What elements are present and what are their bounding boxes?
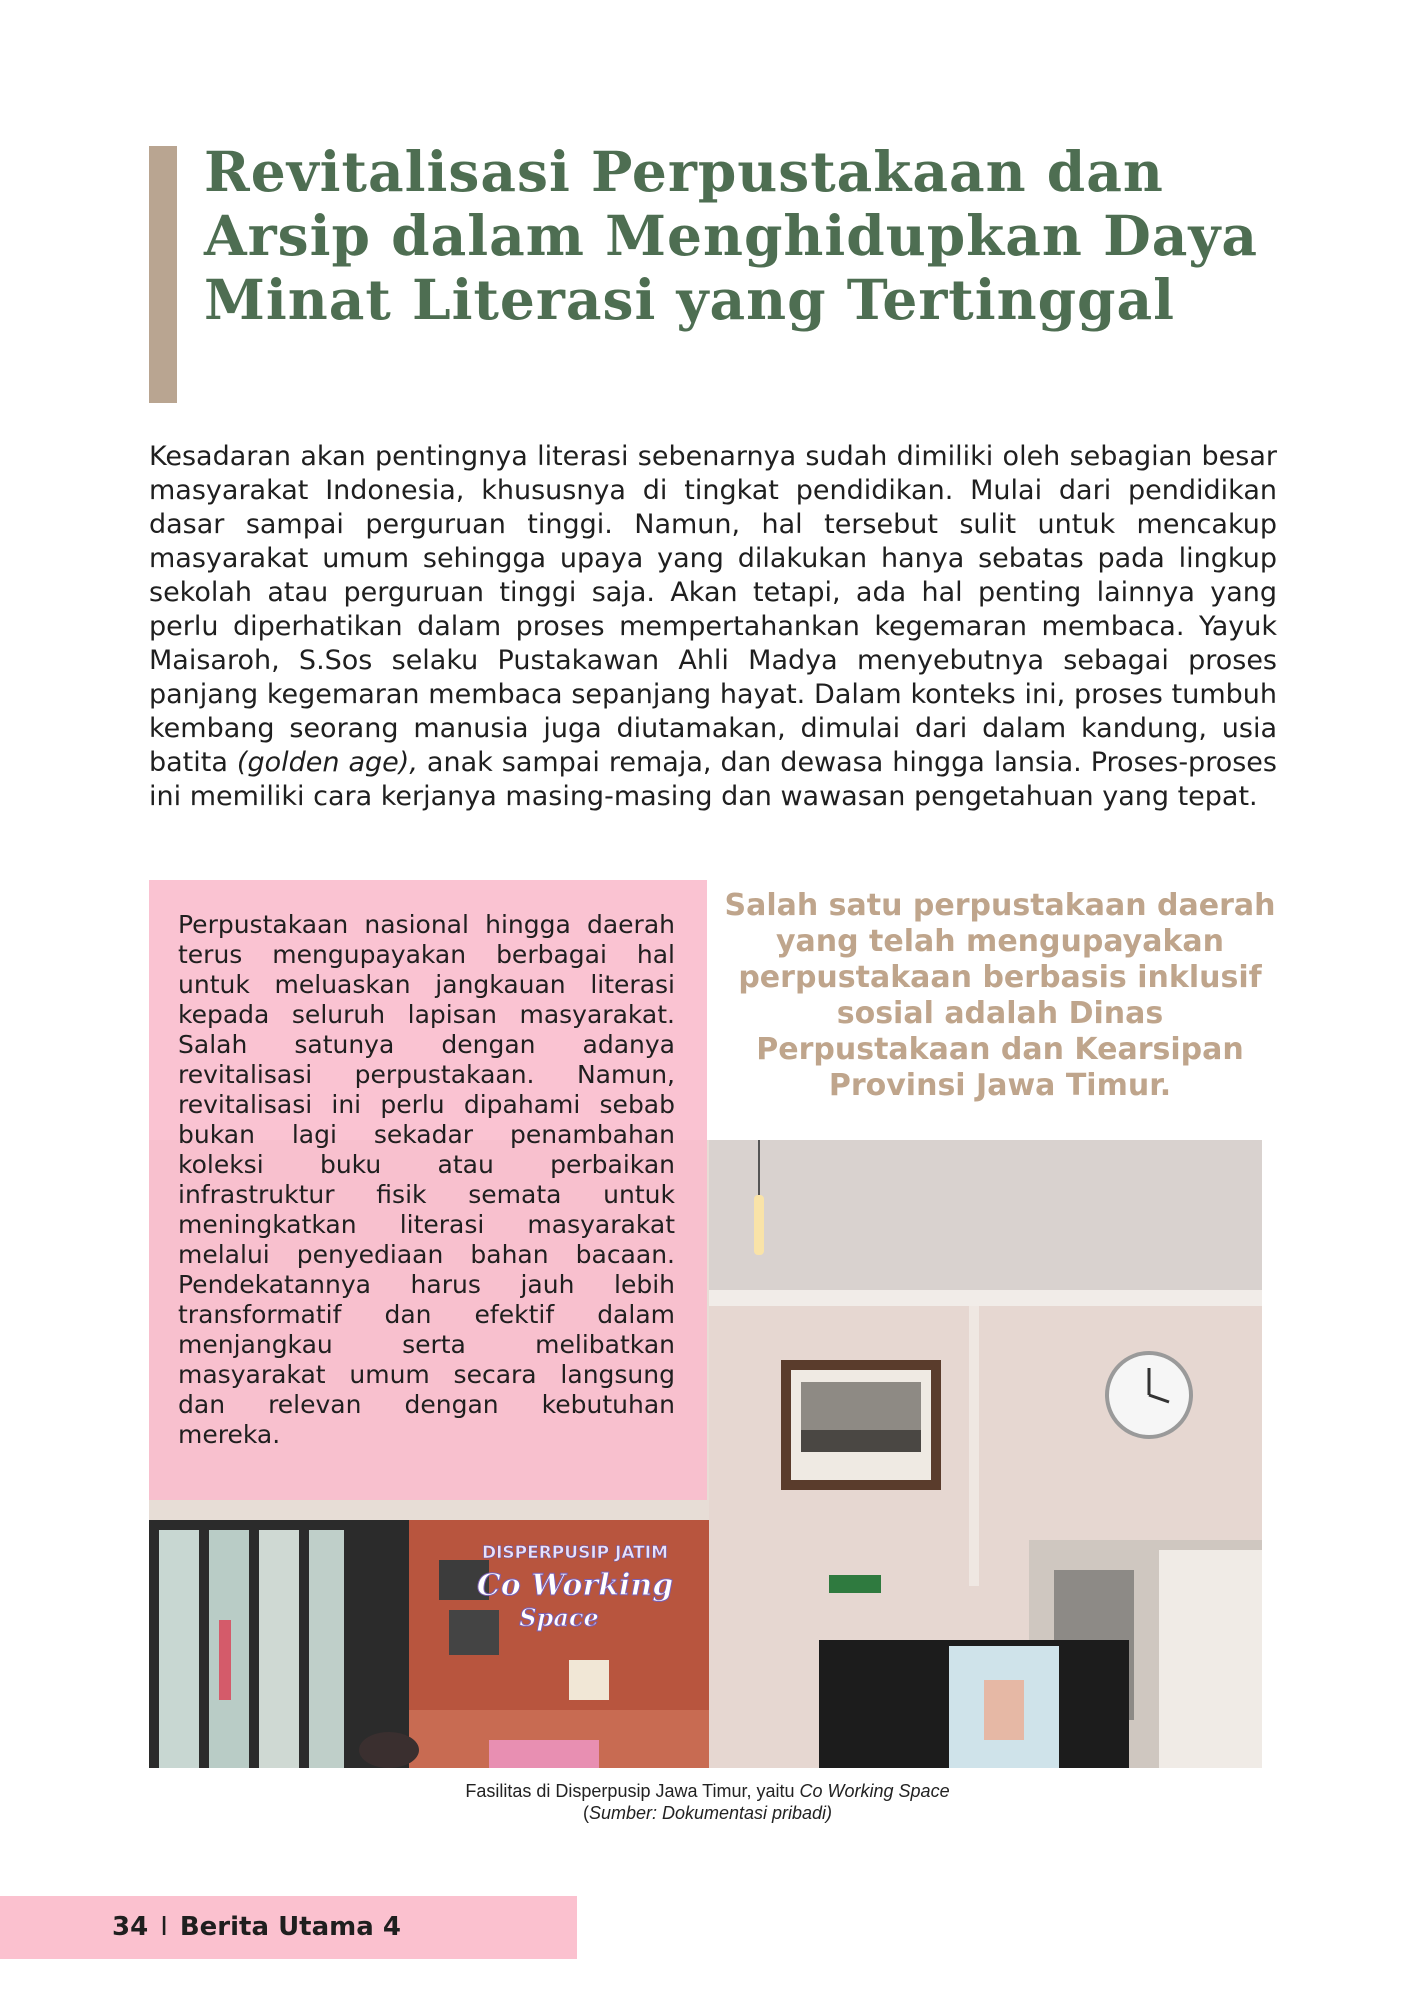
caption-source: Sumber: Dokumentasi pribadi)	[588, 1803, 833, 1823]
highlight-box-text: Perpustakaan nasional hingga daerah terus mengupayakan berbagai hal untuk meluaskan jangkauan literasi kepada seluruh lapisan masyarakat. Salah satunya dengan adanya revitalisasi perpustakaan. Namun, revitalisasi ini perlu dipahami sebab bukan lagi sekadar penambahan koleksi buku atau perbaikan infrastruktur fisik semata untuk meningkatkan literasi masyarakat melalui penyediaan bahan bacaan. Pendekatannya harus jauh lebih transformatif dan efektif dalam menjangkau serta melibatkan masyarakat umum secara langsung dan relevan dengan kebutuhan mereka.	[178, 910, 675, 1449]
photo-caption	[300, 1780, 1115, 1824]
caption-line1-italic: Co Working Space	[799, 1781, 950, 1801]
pull-quote: Salah satu perpustakaan daerah yang telah mengupayakan perpustakaan berbasis inklusif sosial adalah Dinas Perpustakaan dan Kearsipan Provinsi Jawa Timur.	[724, 888, 1276, 1103]
sign-text-line3: Space	[519, 1603, 599, 1632]
sign-text-line1: DISPERPUSIP JATIM	[481, 1543, 669, 1563]
lead-italic-term: (golden age),	[236, 747, 418, 778]
lead-text-2: anak sampai remaja, dan dewasa hingga lansia. Proses-proses ini memiliki cara kerjanya masing-masing dan wawasan pengetahuan yang tepat.	[149, 747, 1277, 812]
caption-line2-open: (	[582, 1803, 589, 1823]
footer	[112, 1910, 401, 1944]
lead-text-1: Kesadaran akan pentingnya literasi sebenarnya sudah dimiliki oleh sebagian besar masyarakat Indonesia, khususnya di tingkat pendidikan. Mulai dari pendidikan dasar sampai perguruan tinggi. Namun, hal tersebut sulit untuk mencakup masyarakat umum sehingga upaya yang dilakukan hanya sebatas pada lingkup sekolah atau perguruan tinggi saja. Akan tetapi, ada hal penting lainnya yang perlu diperhatikan dalam proses mempertahankan kegemaran membaca. Yayuk Maisaroh, S.Sos selaku Pustakawan Ahli Madya menyebutnya sebagai proses panjang kegemaran membaca sepanjang hayat. Dalam konteks ini, proses tumbuh kembang seorang manusia juga diutamakan, dimulai dari dalam kandung, usia batita	[149, 441, 1277, 778]
sign-text-line2: Co Working	[476, 1568, 674, 1603]
lead-paragraph	[149, 440, 1277, 814]
title-accent-bar	[149, 146, 177, 403]
page-number: 34	[112, 1912, 149, 1942]
caption-line1: Fasilitas di Disperpusip Jawa Timur, yaitu	[465, 1781, 800, 1801]
article-title: Revitalisasi Perpustakaan dan Arsip dalam Menghidupkan Daya Minat Literasi yang Tertinggal	[204, 139, 1258, 332]
section-name: Berita Utama 4	[179, 1912, 401, 1942]
footer-separator: I	[160, 1912, 168, 1942]
